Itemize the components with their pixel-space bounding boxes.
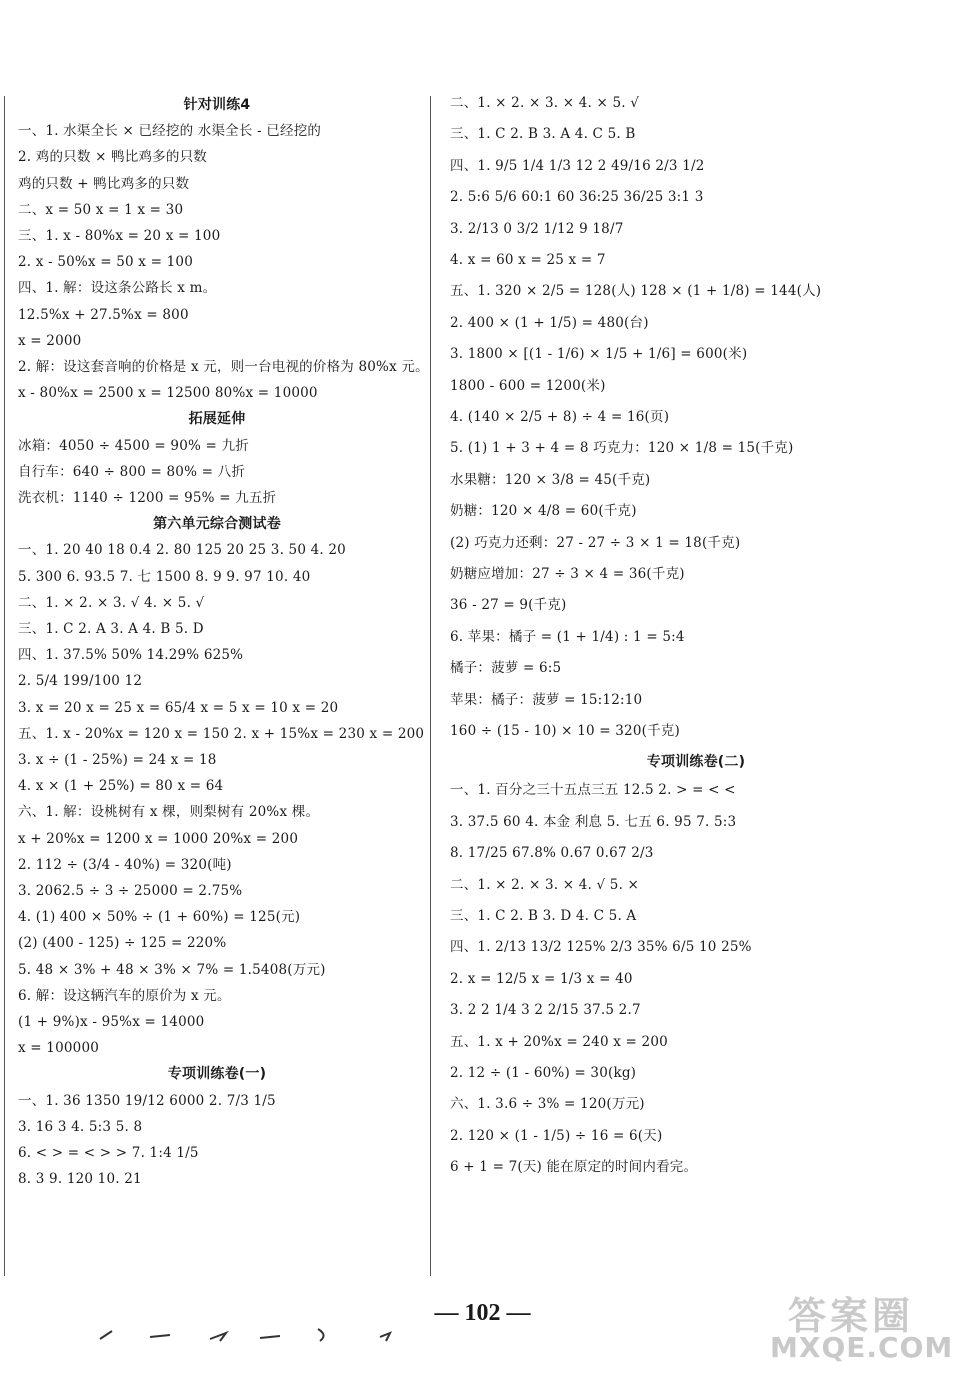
section-heading: 专项训练卷(二) (646, 754, 746, 771)
answer-line: 3. 1800 × [(1 - 1/6) × 1/5 + 1/6] = 600(米) (450, 346, 748, 363)
answer-line: 五、1. 320 × 2/5 = 128(人) 128 × (1 + 1/8) = 144(人) (450, 283, 822, 300)
answer-line: 3. 2/13 0 3/2 1/12 9 18/7 (450, 220, 624, 237)
answer-line: 二、1. × 2. × 3. × 4. √ 5. × (450, 876, 640, 893)
column-divider (430, 96, 431, 1276)
section-heading: 拓展延伸 (188, 411, 246, 428)
answer-line: 2. 鸡的只数 × 鸭比鸡多的只数 (18, 149, 207, 166)
answer-line: 三、1. C 2. B 3. A 4. C 5. B (450, 126, 636, 143)
answer-line: 四、1. 2/13 13/2 125% 2/3 35% 6/5 10 25% (450, 939, 752, 956)
answer-line: 8. 17/25 67.8% 0.67 0.67 2/3 (450, 845, 654, 862)
answer-line: 三、1. x - 80%x = 20 x = 100 (18, 228, 221, 244)
answer-line: 六、1. 解：设桃树有 x 棵，则梨树有 20%x 棵。 (18, 804, 320, 821)
answer-line: 二、x = 50 x = 1 x = 30 (18, 201, 184, 218)
watermark-bottom-text: MXQE.COM (770, 1331, 954, 1364)
answer-line: 2. 5/4 199/100 12 (18, 673, 143, 690)
watermark-top-text: 答案圈 (788, 1294, 915, 1338)
answer-line: 鸡的只数 + 鸭比鸡多的只数 (18, 175, 190, 192)
answer-line: 6. 解：设这辆汽车的原价为 x 元。 (18, 987, 231, 1004)
answer-line: 一、1. 20 40 18 0.4 2. 80 125 20 25 3. 50 4. 20 (18, 542, 346, 559)
answer-line: 2. 12 ÷ (1 - 60%) = 30(kg) (450, 1065, 637, 1081)
answer-line: 3. 2 2 1/4 3 2 2/15 37.5 2.7 (450, 1002, 641, 1019)
answer-line: 2. x - 50%x = 50 x = 100 (18, 254, 193, 271)
answer-line: 二、1. × 2. × 3. × 4. × 5. √ (450, 95, 640, 111)
answer-line: 6 + 1 = 7(天) 能在原定的时间内看完。 (450, 1159, 698, 1176)
answer-line: (2) (400 - 125) ÷ 125 = 220% (18, 935, 227, 952)
answer-line: 苹果：橘子：菠萝 = 15:12:10 (450, 691, 643, 708)
answer-line: 3. 2062.5 ÷ 3 ÷ 25000 = 2.75% (18, 883, 243, 899)
answer-line: 三、1. C 2. A 3. A 4. B 5. D (18, 621, 204, 637)
watermark-logo (770, 1285, 960, 1365)
answer-line: 洗衣机：1140 ÷ 1200 = 95% = 九五折 (18, 490, 277, 506)
answer-line: 奶糖：120 × 4/8 = 60(千克) (450, 503, 637, 520)
answer-line: 一、1. 36 1350 19/12 6000 2. 7/3 1/5 (18, 1092, 276, 1109)
answer-line: 三、1. C 2. B 3. D 4. C 5. A (450, 908, 637, 924)
answer-line: 2. 120 × (1 - 1/5) ÷ 16 = 6(天) (450, 1127, 663, 1144)
section-heading: 第六单元综合测试卷 (153, 516, 281, 533)
answer-line: 2. 解：设这套音响的价格是 x 元，则一台电视的价格为 80%x 元。 (18, 359, 429, 375)
answer-line: 5. 48 × 3% + 48 × 3% × 7% = 1.5408(万元) (18, 961, 326, 978)
answer-line: 橘子：菠萝 = 6:5 (450, 660, 562, 677)
answer-line: 5. 300 6. 93.5 7. 七 1500 8. 9 9. 97 10. 40 (18, 568, 311, 585)
answer-line: 2. 5:6 5/6 60:1 60 36:25 36/25 3:1 3 (450, 189, 704, 206)
answer-line: 4. (140 × 2/5 + 8) ÷ 4 = 16(页) (450, 409, 670, 425)
answer-line: 3. x = 20 x = 25 x = 65/4 x = 5 x = 10 x = 20 (18, 699, 339, 716)
answer-line: 冰箱：4050 ÷ 4500 = 90% = 九折 (18, 437, 249, 454)
answer-line: (1 + 9%)x - 95%x = 14000 (18, 1014, 205, 1030)
section-heading: 针对训练4 (183, 97, 251, 113)
answer-line: 四、1. 9/5 1/4 1/3 12 2 49/16 2/3 1/2 (450, 157, 705, 174)
answer-line: 2. 112 ÷ (3/4 - 40%) = 320(吨) (18, 856, 232, 873)
answer-line: 4. x × (1 + 25%) = 80 x = 64 (18, 778, 224, 795)
page-number: — 102 — (434, 1300, 531, 1326)
answer-line: x - 80%x = 2500 x = 12500 80%x = 10000 (18, 385, 318, 402)
section-heading: 专项训练卷(一) (167, 1066, 267, 1083)
answer-line: 2. x = 12/5 x = 1/3 x = 40 (450, 970, 633, 987)
answer-line: 5. (1) 1 + 3 + 4 = 8 巧克力：120 × 1/8 = 15(千克) (450, 440, 794, 457)
answer-line: x + 20%x = 1200 x = 1000 20%x = 200 (18, 830, 299, 847)
left-margin-rule (4, 96, 5, 1276)
answer-line: 4. x = 60 x = 25 x = 7 (450, 252, 606, 268)
answer-line: 6. < > = < > > 7. 1:4 1/5 (18, 1145, 199, 1161)
answer-line: 2. 400 × (1 + 1/5) = 480(台) (450, 314, 649, 331)
answer-line: 12.5%x + 27.5%x = 800 (18, 306, 189, 323)
answer-line: 二、1. × 2. × 3. √ 4. × 5. √ (18, 594, 205, 611)
answer-line: 五、1. x + 20%x = 240 x = 200 (450, 1033, 668, 1050)
answer-line: 3. 37.5 60 4. 本金 利息 5. 七五 6. 95 7. 5:3 (450, 813, 737, 830)
answer-line: 4. (1) 400 × 50% ÷ (1 + 60%) = 125(元) (18, 909, 301, 926)
answer-line: 1800 - 600 = 1200(米) (450, 377, 606, 394)
answer-line: 8. 3 9. 120 10. 21 (18, 1171, 142, 1188)
answer-line: 奶糖应增加：27 ÷ 3 × 4 = 36(千克) (450, 566, 685, 582)
answer-line: x = 100000 (18, 1040, 100, 1057)
answer-line: 水果糖：120 × 3/8 = 45(千克) (450, 471, 651, 488)
answer-line: 六、1. 3.6 ÷ 3% = 120(万元) (450, 1096, 645, 1113)
answer-line: 3. x ÷ (1 - 25%) = 24 x = 18 (18, 752, 217, 768)
answer-line: x = 2000 (18, 332, 82, 349)
answer-line: 五、1. x - 20%x = 120 x = 150 2. x + 15%x = 230 x = 200 (18, 725, 425, 742)
answer-line: 自行车：640 ÷ 800 = 80% = 八折 (18, 463, 246, 480)
answer-line: 四、1. 37.5% 50% 14.29% 625% (18, 647, 244, 664)
answer-line: 一、1. 水渠全长 × 已经挖的 水渠全长 - 已经挖的 (18, 123, 322, 140)
bottom-scan-marks (90, 1325, 420, 1345)
answer-line: 一、1. 百分之三十五点三五 12.5 2. > = < < (450, 782, 736, 799)
answer-line: (2) 巧克力还剩：27 - 27 ÷ 3 × 1 = 18(千克) (450, 534, 741, 551)
answer-line: 3. 16 3 4. 5:3 5. 8 (18, 1118, 143, 1135)
answer-line: 36 - 27 = 9(千克) (450, 597, 567, 614)
answer-line: 160 ÷ (15 - 10) × 10 = 320(千克) (450, 723, 680, 739)
answer-line: 四、1. 解：设这条公路长 x m。 (18, 280, 217, 297)
answer-line: 6. 苹果：橘子 = (1 + 1/4) : 1 = 5:4 (450, 628, 685, 645)
